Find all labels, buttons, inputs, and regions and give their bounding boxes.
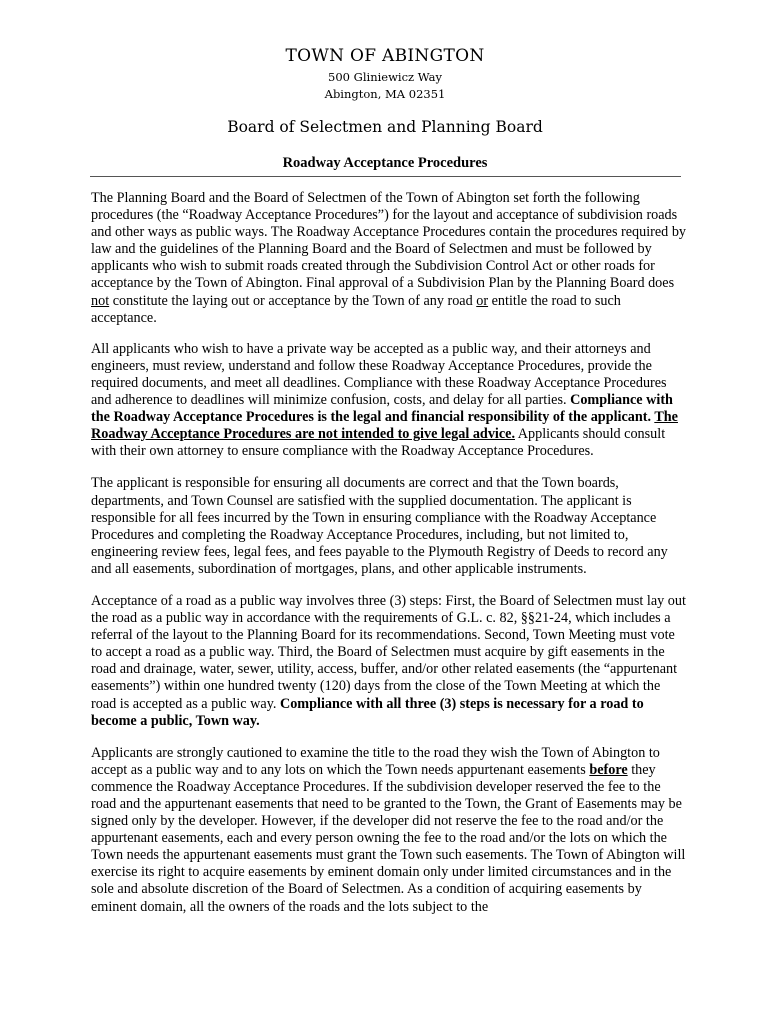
town-title: TOWN OF ABINGTON [285,46,485,66]
emphasis-or: or [476,292,489,309]
no-legal-advice-statement: The Roadway Acceptance Procedures are not intended to give legal advice. [91,409,678,443]
paragraph-applicants-text-b: Applicants should consult with their own attorney to ensure compliance with the Roadway Acceptance Procedures. [91,426,666,460]
paragraph-three-steps [91,593,686,730]
emphasis-not: not [91,292,110,309]
paragraph-intro [91,190,686,327]
paragraph-intro-text-c: entitle the road to such acceptance. [91,292,621,326]
address-line-2: Abington, MA 02351 [324,87,446,101]
three-steps-compliance-statement: Compliance with all three (3) steps is necessary for a road to become a public, Town way. [91,695,644,729]
board-title: Board of Selectmen and Planning Board [227,118,543,136]
procedures-title: Roadway Acceptance Procedures [282,155,488,171]
address-line-1: 500 Gliniewicz Way [328,70,442,84]
paragraph-three-steps-text: Acceptance of a road as a public way involves three (3) steps: First, the Board of Selectmen must lay out the road as a public way in accordance with the requirements of G.L. c. 82, §§21-24, which includes a referral of the layout to the Planning Board for its recommendations. Second, Town Meeting must vote to accept a road as a public way. Third, the Board of Selectmen must acquire by gift easements in the road and drainage, water, sewer, utility, access, buffer, and/or other related easements (the “appurtenant easements”) within one hundred twenty (120) days from the close of the Town Meeting at which the road is accepted as a public way. [91,592,686,712]
title-divider [90,176,681,177]
emphasis-before: before [589,761,628,778]
paragraph-intro-text-a: The Planning Board and the Board of Selectmen of the Town of Abington set forth the following procedures (the “Roadway Acceptance Procedures”) for the layout and acceptance of subdivision roads and other ways as public ways. The Roadway Acceptance Procedures contain the procedures required by law and the guidelines of the Planning Board and the Board of Selectmen and must be followed by applicants who wish to submit roads created through the Subdivision Control Act or other roads for acceptance by the Town of Abington. Final approval of a Subdivision Plan by the Planning Board does [91,190,687,292]
paragraph-responsibility: The applicant is responsible for ensuring all documents are correct and that the Town boards, departments, and Town Counsel are satisfied with the supplied documentation. The applicant is responsible for all fees incurred by the Town in ensuring compliance with the Roadway Acceptance Procedures and completing the Roadway Acceptance Procedures, including, but not limited to, engineering review fees, legal fees, and fees payable to the Plymouth Registry of Deeds to record any and all easements, subordination of mortgages, plans, and other applicable instruments. [91,475,668,577]
legal-responsibility-statement: Compliance with the Roadway Acceptance Procedures is the legal and financial responsibility of the applicant. [91,392,673,426]
paragraph-title-caution [91,745,686,916]
document-body [91,190,686,931]
paragraph-title-caution-text-a: Applicants are strongly cautioned to examine the title to the road they wish the Town of Abington to accept as a public way and to any lots on which the Town needs appurtenant easements [91,744,660,778]
paragraph-intro-text-b: constitute the laying out or acceptance by the Town of any road [109,292,477,309]
paragraph-applicants [91,341,686,461]
paragraph-applicants-text-a: All applicants who wish to have a private way be accepted as a public way, and their attorneys and engineers, must review, understand and follow these Roadway Acceptance Procedures, provide the required documents, and meet all deadlines. Compliance with these Roadway Acceptance Procedures and adherence to deadlines will minimize confusion, costs, and delay for all parties. [91,340,667,409]
paragraph-title-caution-text-b: they commence the Roadway Acceptance Procedures. If the subdivision developer reserved the fee to the road and the appurtenant easements that need to be granted to the Town, the Grant of Easements may be signed only by the developer. However, if the developer did not reserve the fee to the road and/or the appurtenant easements, each and every person owning the fee to the road and/or the lots on which the Town needs the appurtenant easements must grant the Town such easements. The Town of Abington will exercise its right to acquire easements by eminent domain only under limited circumstances and in the sole and absolute discretion of the Board of Selectmen. As a condition of acquiring easements by eminent domain, all the owners of the roads and the lots subject to the [91,761,686,915]
